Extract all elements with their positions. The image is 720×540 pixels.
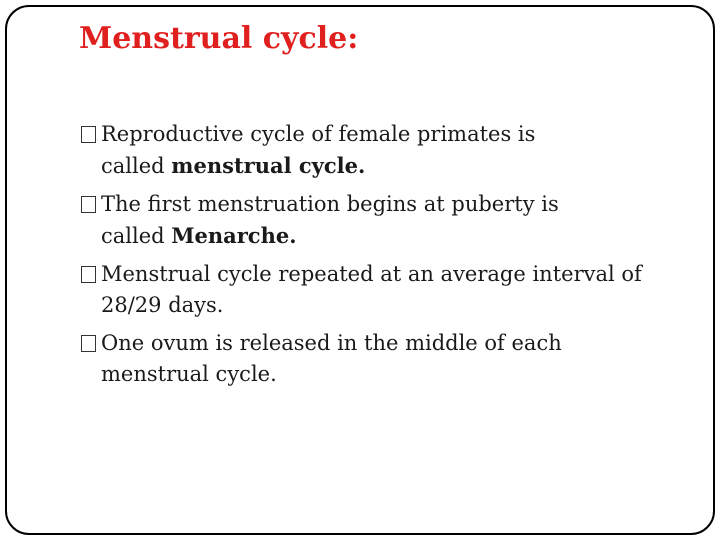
bullet-bold-term: Menarche. [171, 223, 297, 248]
bullet-line: menstrual cycle. [101, 362, 277, 386]
bullet-line [101, 150, 681, 182]
bullet-item [81, 189, 681, 252]
bullet-item [81, 119, 681, 182]
bullet-line: The first menstruation begins at puberty is [101, 192, 559, 216]
square-bullet-icon [81, 266, 96, 283]
bullet-item [81, 259, 681, 321]
bullet-text: called [101, 154, 172, 178]
square-bullet-icon [81, 126, 96, 143]
bullet-line: Menstrual cycle repeated at an average interval of [101, 262, 642, 286]
square-bullet-icon [81, 196, 96, 213]
slide-title: Menstrual cycle: [79, 21, 359, 56]
bullet-line: Reproductive cycle of female primates is [101, 122, 536, 146]
bullet-text: called [101, 224, 172, 248]
bullet-item [81, 328, 681, 390]
bullet-bold-term: menstrual cycle. [171, 153, 366, 178]
square-bullet-icon [81, 335, 96, 352]
bullet-list [81, 119, 681, 397]
bullet-line: 28/29 days. [101, 293, 224, 317]
bullet-line [101, 220, 681, 252]
bullet-line: One ovum is released in the middle of each [101, 331, 562, 355]
